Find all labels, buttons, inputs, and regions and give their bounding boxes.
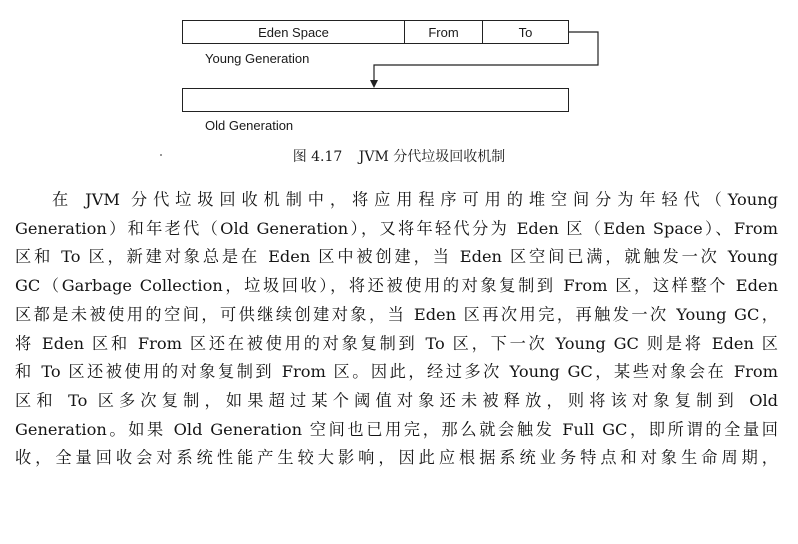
paragraph-line: Generation）和年老代（Old Generation），又将年轻代分为 Eden 区（Eden Space）、From	[15, 218, 778, 238]
paragraph-line: 收，全量回收会对系统性能产生较大影响，因此应根据系统业务特点和对象生命周期，	[15, 448, 778, 468]
from-space-cell: From	[405, 21, 483, 43]
paragraph-line: 区和 To 区，新建对象总是在 Eden 区中被创建，当 Eden 区空间已满，就触发一次 Young	[15, 247, 778, 267]
to-space-cell: To	[518, 24, 533, 40]
paragraph-line: 将 Eden 区和 From 区还在被使用的对象复制到 To 区，下一次 Young GC 则是将 Eden 区	[15, 333, 778, 353]
promotion-arrow-line	[374, 32, 598, 82]
promotion-arrow-head	[370, 80, 378, 88]
old-generation-label: Old Generation	[205, 118, 294, 133]
paragraph-line: 和 To 区还被使用的对象复制到 From 区。因此，经过多次 Young GC，某些对象会在 From	[15, 362, 778, 382]
eden-space-cell: Eden Space	[183, 21, 405, 43]
figure-caption	[0, 146, 798, 166]
paragraph-line: 区都是未被使用的空间，可供继续创建对象，当 Eden 区再次用完，再触发一次 Young GC，	[15, 304, 778, 324]
figure-title: JVM 分代垃圾回收机制	[358, 149, 506, 165]
paragraph-line: 在 JVM 分代垃圾回收机制中，将应用程序可用的堆空间分为年轻代（Young	[52, 190, 778, 209]
paragraph-line: GC（Garbage Collection，垃圾回收），将还被使用的对象复制到 From 区，这样整个 Eden	[15, 276, 778, 296]
jvm-generation-diagram	[0, 0, 798, 140]
promotion-arrow	[0, 0, 798, 140]
old-generation-box	[182, 88, 569, 112]
paragraph-line: 区和 To 区多次复制，如果超过某个阈值对象还未被释放，则将该对象复制到 Old	[15, 390, 778, 410]
body-paragraph	[15, 186, 778, 473]
young-generation-label: Young Generation	[205, 51, 310, 66]
figure-number: 图 4.17	[292, 149, 343, 165]
paragraph-line: Generation。如果 Old Generation 空间也已用完，那么就会触发 Full GC，即所谓的全量回	[15, 419, 778, 439]
